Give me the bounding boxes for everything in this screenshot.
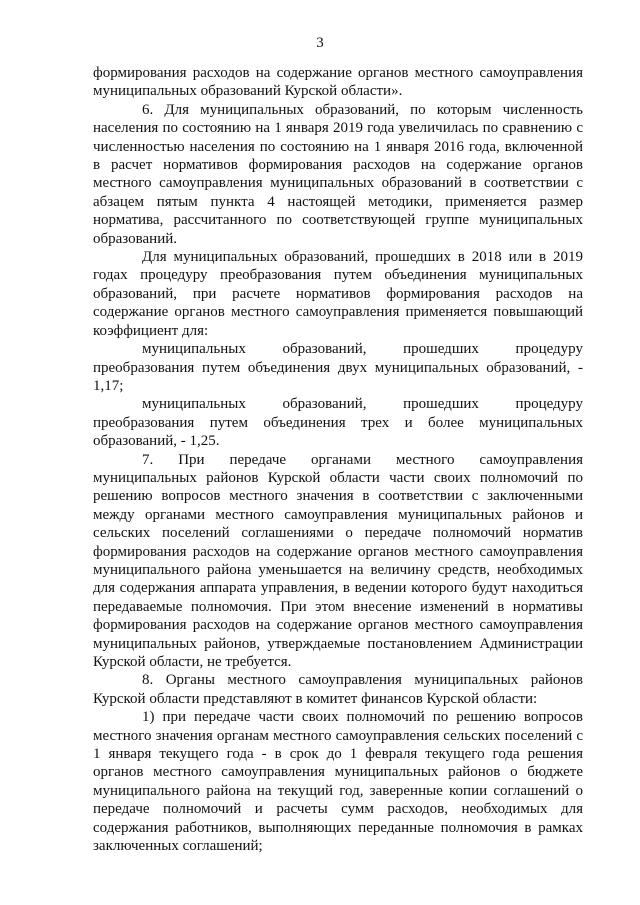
page-number: 3 bbox=[316, 35, 324, 51]
paragraph-coefficient-three: муниципальных образований, прошедших процедуру преобразования путем объединения трех и более муниципальных образований, - 1,25. bbox=[93, 396, 583, 450]
paragraph-item-6: 6. Для муниципальных образований, по которым численность населения по состоянию на 1 января 2019 года увеличилась по сравнению с численностью населения по состоянию на 1 января 2016 года, включенной в расчет нормативов формирования расходов на содержание органов местного самоуправления муниципальных образований в соответствии с абзацем пятым пункта 4 настоящей методики, применяется размер норматива, рассчитанного по соответствующей группе муниципальных образований. bbox=[93, 101, 583, 247]
paragraph-item-8-1: 1) при передаче части своих полномочий по решению вопросов местного значения органам местного самоуправления сельских поселений с 1 января текущего года - в срок до 1 февраля текущего года решения органов местного самоуправления муниципальных районов о бюджете муниципального района на текущий год, заверенные копии соглашений о передаче полномочий и расчеты сумм расходов, необходимых для содержания работников, выполняющих переданные полномочия в рамках заключенных соглашений; bbox=[93, 709, 583, 855]
paragraph-continuation: формирования расходов на содержание органов местного самоуправления муниципальных образований Курской области». bbox=[93, 65, 583, 100]
paragraph-merged-municipalities: Для муниципальных образований, прошедших в 2018 или в 2019 годах процедуру преобразования путем объединения муниципальных образований, при расчете нормативов формирования расходов на содержание органов местного самоуправления применяется повышающий коэффициент для: bbox=[93, 249, 583, 339]
document-body bbox=[93, 64, 583, 855]
paragraph-item-8: 8. Органы местного самоуправления муниципальных районов Курской области представляют в комитет финансов Курской области: bbox=[93, 672, 583, 707]
paragraph-coefficient-two: муниципальных образований, прошедших процедуру преобразования путем объединения двух муниципальных образований, - 1,17; bbox=[93, 341, 583, 394]
paragraph-item-7: 7. При передаче органами местного самоуправления муниципальных районов Курской области части своих полномочий по решению вопросов местного значения в соответствии с заключенными между органами местного самоуправления муниципальных районов и сельских поселений соглашениями о передаче полномочий норматив формирования расходов на содержание органов местного самоуправления муниципального района уменьшается на величину средств, необходимых для содержания аппарата управления, в ведении которого будут находиться передаваемые полномочия. При этом внесение изменений в нормативы формирования расходов на содержание органов местного самоуправления муниципальных районов, утверждаемые постановлением Администрации Курской области, не требуется. bbox=[93, 451, 583, 670]
